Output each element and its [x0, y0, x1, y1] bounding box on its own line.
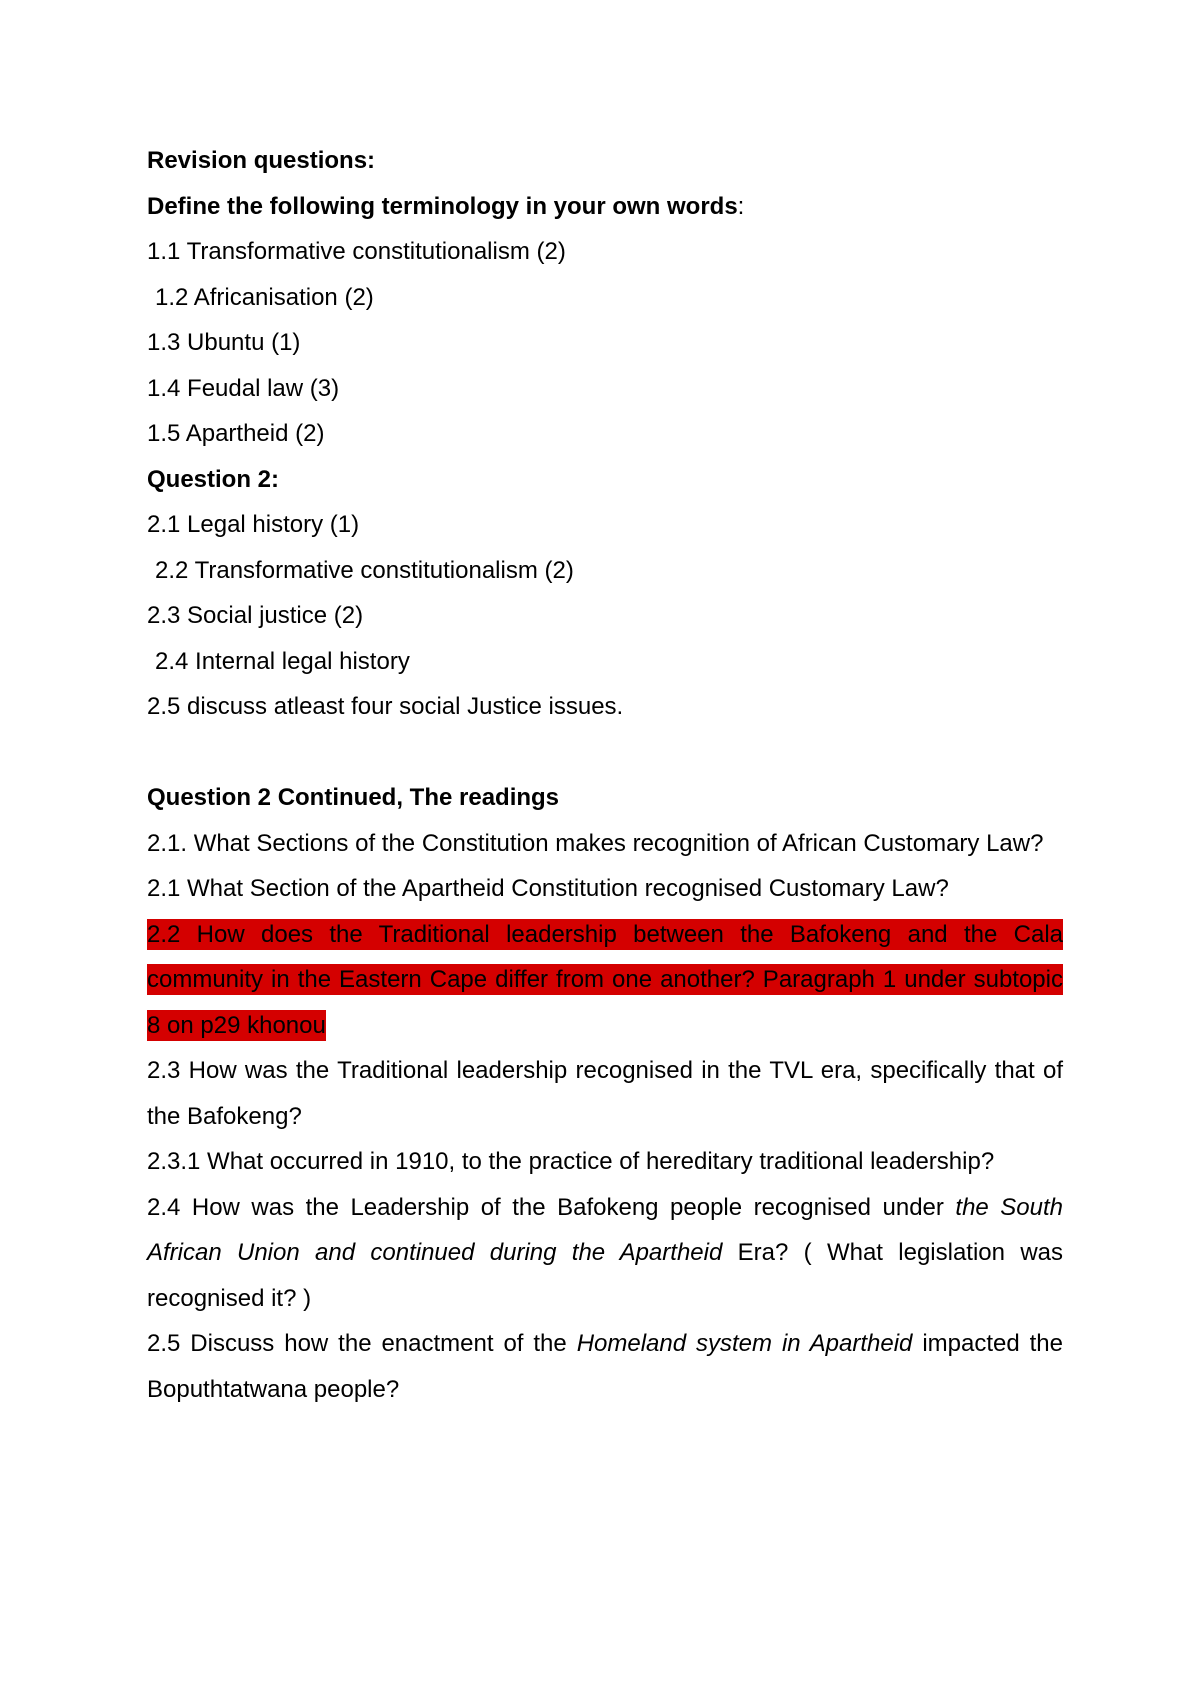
document-page	[147, 138, 1063, 1412]
list-item-1-5: 1.5 Apartheid (2)	[147, 420, 325, 447]
definition-instruction-colon: :	[737, 192, 745, 220]
list-item-2-2: 2.2 Transformative constitutionalism (2)	[155, 556, 574, 584]
reading-question-2-4-text-a: 2.4 How was the Leadership of the Bafokeng people recognised under	[147, 1193, 956, 1221]
definition-instruction-text: Define the following terminology in your own words	[147, 192, 738, 220]
list-item-2-5: 2.5 discuss atleast four social Justice issues.	[147, 693, 624, 720]
definition-instruction	[147, 184, 1063, 230]
reading-question-2-5-italic: Homeland system in Apartheid	[576, 1330, 913, 1357]
reading-question-2-4	[147, 1185, 1063, 1322]
reading-question-2-1b: 2.1 What Section of the Apartheid Constitution recognised Customary Law?	[147, 875, 949, 902]
highlighted-text: 2.2 How does the Traditional leadership between the Bafokeng and the Cala community in the Eastern Cape differ from one another? Paragraph 1 under subtopic 8 on p29 khonou	[147, 920, 1063, 1039]
reading-question-2-4-italic: the South African Union and continued during the Apartheid	[147, 1193, 1063, 1266]
reading-question-2-5-text-a: 2.5 Discuss how the enactment of the	[147, 1330, 577, 1357]
list-item-2-4: 2.4 Internal legal history	[155, 647, 410, 675]
reading-question-2-4-text-b: Era? ( What legislation was recognised it? )	[147, 1239, 1063, 1312]
reading-question-2-5-text-b: impacted the Boputhtatwana people?	[147, 1330, 1063, 1403]
reading-question-2-2	[147, 912, 1063, 1049]
reading-question-2-3-1: 2.3.1 What occurred in 1910, to the practice of hereditary traditional leadership?	[147, 1148, 995, 1175]
reading-question-2-1a: 2.1. What Sections of the Constitution makes recognition of African Customary Law?	[147, 829, 1044, 857]
blank-line	[147, 730, 1063, 776]
reading-question-2-3: 2.3 How was the Traditional leadership recognised in the TVL era, specifically that of the Bafokeng?	[147, 1057, 1063, 1130]
list-item-2-1: 2.1 Legal history (1)	[147, 511, 360, 538]
list-item-1-1: 1.1 Transformative constitutionalism (2)	[147, 238, 566, 265]
list-item-2-3: 2.3 Social justice (2)	[147, 602, 364, 629]
list-item-1-2: 1.2 Africanisation (2)	[155, 283, 374, 311]
list-item-1-4: 1.4 Feudal law (3)	[147, 374, 340, 402]
revision-heading: Revision questions:	[147, 147, 376, 174]
list-item-1-3: 1.3 Ubuntu (1)	[147, 329, 301, 356]
question-2-title: Question 2:	[147, 465, 280, 493]
reading-question-2-5	[147, 1321, 1063, 1412]
question-2-continued-title: Question 2 Continued, The readings	[147, 784, 560, 811]
